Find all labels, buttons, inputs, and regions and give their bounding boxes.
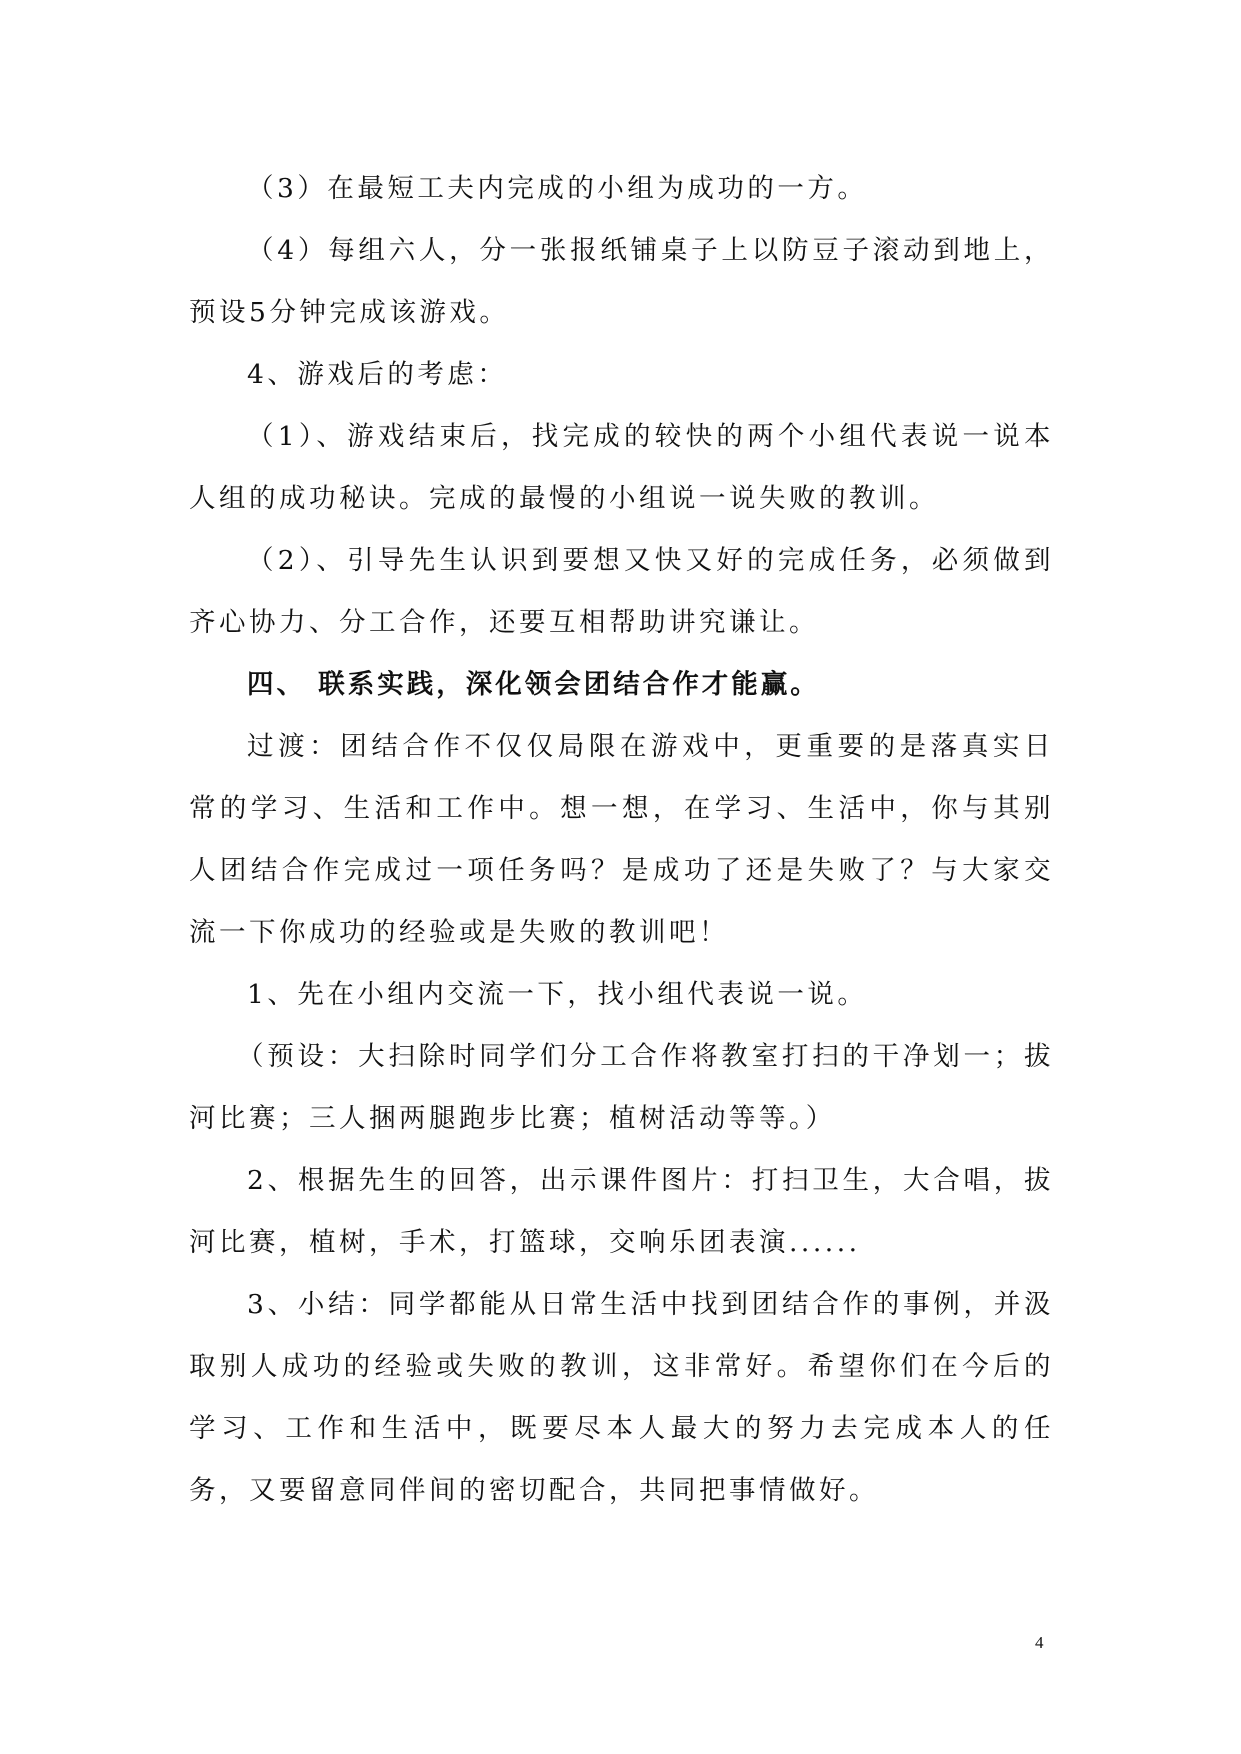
paragraph-summary: 3、小结：同学都能从日常生活中找到团结合作的事例，并汲取别人成功的经验或失败的教训，这非常好。希望你们在今后的学习、工作和生活中，既要尽本人最大的努力去完成本人的任务，又要留意同伴间的密切配合，共同把事情做好。	[189, 1289, 1054, 1506]
paragraph-transition: 过渡：团结合作不仅仅局限在游戏中，更重要的是落真实日常的学习、生活和工作中。想一想，在学习、生活中，你与其别人团结合作完成过一项任务吗？是成功了还是失败了？与大家交流一下你成功的经验或是失败的教训吧！	[189, 731, 1054, 948]
page-number: 4	[1035, 1633, 1044, 1652]
paragraph-activity-1: 1、先在小组内交流一下，找小组代表说一说。	[247, 979, 868, 1010]
paragraph-step-3: （3）在最短工夫内完成的小组为成功的一方。	[247, 173, 868, 204]
paragraph-preset: （预设：大扫除时同学们分工合作将教室打扫的干净划一；拔河比赛；三人捆两腿跑步比赛；植树活动等等。）	[189, 1041, 1054, 1134]
paragraph-activity-2: 2、根据先生的回答，出示课件图片：打扫卫生，大合唱，拔河比赛，植树，手术，打篮球，交响乐团表演......	[189, 1165, 1054, 1258]
section-heading-four: 四、 联系实践，深化领会团结合作才能赢。	[247, 669, 820, 700]
paragraph-step-4: （4）每组六人，分一张报纸铺桌子上以防豆子滚动到地上，预设5分钟完成该游戏。	[189, 235, 1054, 328]
paragraph-post-game-heading: 4、游戏后的考虑：	[247, 359, 508, 390]
document-body	[189, 158, 1054, 1522]
paragraph-reflection-2: （2）、引导先生认识到要想又快又好的完成任务，必须做到齐心协力、分工合作，还要互相帮助讲究谦让。	[189, 545, 1054, 638]
paragraph-reflection-1: （1）、游戏结束后，找完成的较快的两个小组代表说一说本人组的成功秘诀。完成的最慢的小组说一说失败的教训。	[189, 421, 1054, 514]
